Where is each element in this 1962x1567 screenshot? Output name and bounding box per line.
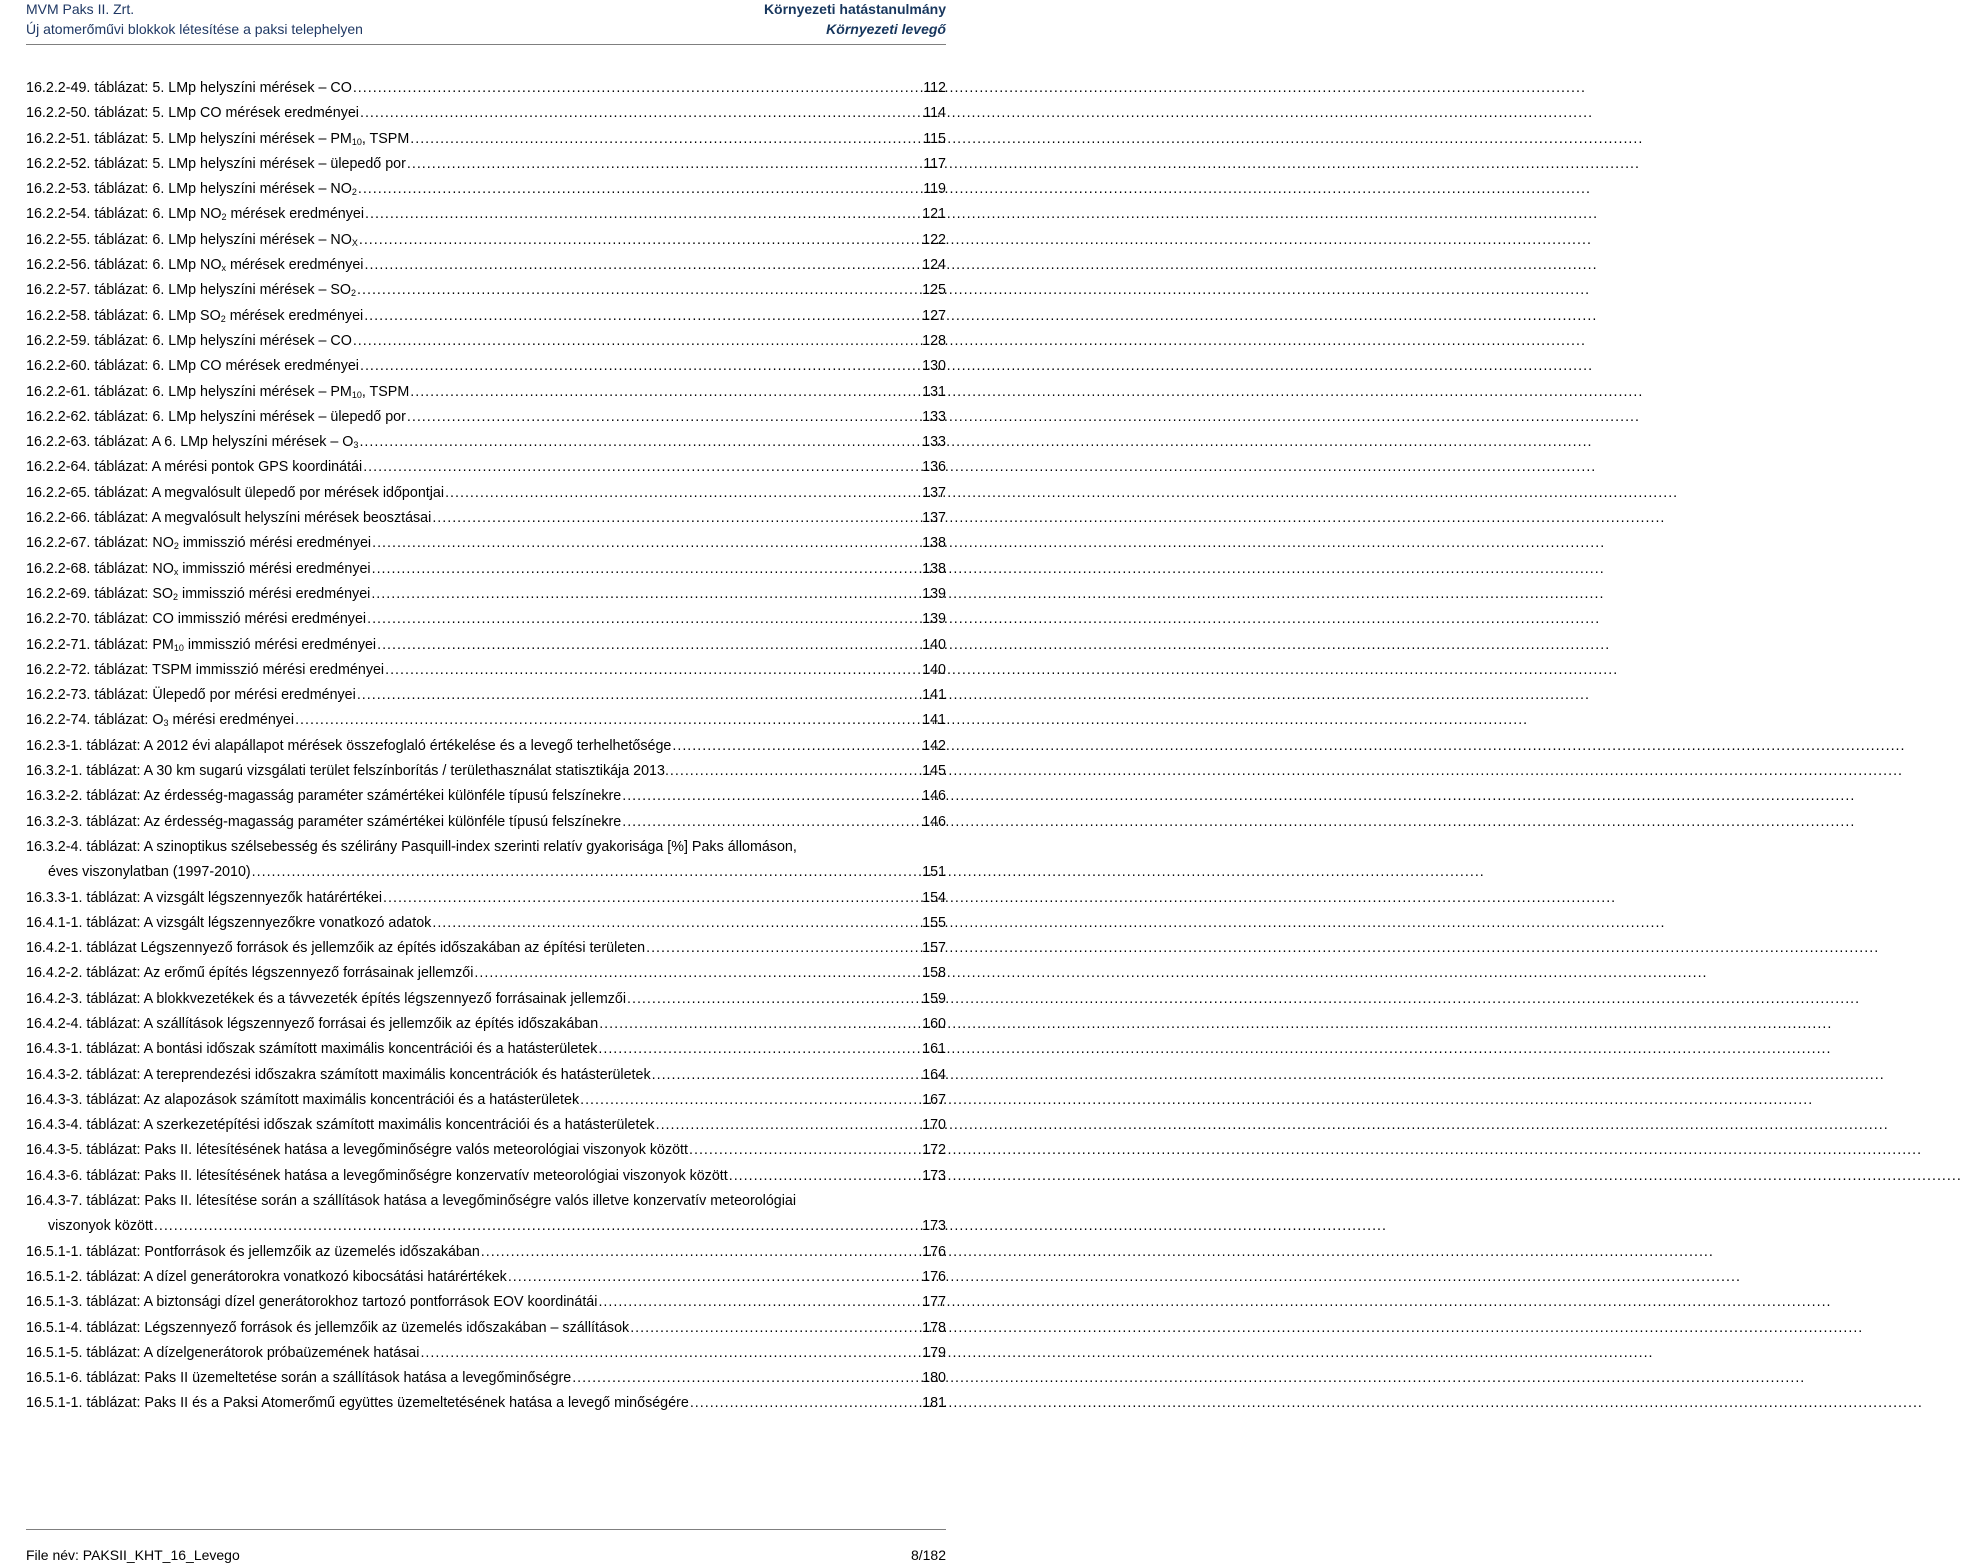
dot-leader: [652, 1063, 922, 1088]
toc-entry-text-suffix: mérések eredményei: [225, 307, 364, 324]
toc-entry-title: [26, 607, 366, 632]
toc-entry-page: 145: [922, 763, 946, 780]
toc-entry-title: [26, 1391, 689, 1416]
toc-entry[interactable]: [26, 708, 946, 733]
toc-entry[interactable]: [26, 101, 946, 126]
toc-entry-continuation: [26, 860, 946, 885]
toc-entry-page: 176: [922, 1243, 946, 1260]
toc-entry-text: 16.4.2-2. táblázat: Az erőmű építés légszennyező forrásainak jellemzői: [26, 965, 474, 982]
toc-entry-text: 16.2.2-52. táblázat: 5. LMp helyszíni mérések – ülepedő por: [26, 155, 406, 172]
toc-entry[interactable]: [26, 278, 946, 303]
toc-entry-title: [26, 278, 356, 303]
dot-leader: [295, 708, 921, 733]
toc-entry-title: [26, 759, 669, 784]
document-type: Környezeti hatástanulmány: [763, 1, 946, 17]
dot-leader: [364, 253, 921, 278]
toc-entry-text: 16.2.2-64. táblázat: A mérési pontok GPS koordinátái: [26, 459, 363, 476]
toc-entry-page: 177: [922, 1294, 946, 1311]
toc-entry[interactable]: [26, 1240, 946, 1265]
toc-entry-page: 138: [922, 560, 946, 577]
toc-entry[interactable]: [26, 987, 946, 1012]
toc-entry[interactable]: [26, 734, 946, 759]
toc-entry-page: 137: [922, 484, 946, 501]
toc-entry-text: 16.3.2-3. táblázat: Az érdesség-magasság paraméter számértékei különféle típusú felszínekre: [26, 813, 622, 830]
toc-entry-title: [26, 455, 362, 480]
toc-entry[interactable]: [26, 633, 946, 658]
toc-entry-page: 157: [922, 940, 946, 957]
toc-entry-text: 16.2.2-49. táblázat: 5. LMp helyszíni mérések – CO: [26, 80, 352, 96]
toc-entry-text: 16.2.2-50. táblázat: 5. LMp CO mérések eredményei: [26, 105, 359, 122]
toc-entry-title: [26, 1063, 651, 1088]
toc-entry-title: [26, 202, 364, 227]
dot-leader: [407, 405, 921, 430]
toc-entry-subscript: x: [221, 263, 227, 274]
toc-entry-subscript: x: [173, 566, 179, 577]
toc-entry-title: [26, 810, 621, 835]
toc-entry[interactable]: [26, 1391, 946, 1416]
toc-entry[interactable]: [26, 152, 946, 177]
toc-entry-page: 133: [922, 408, 946, 425]
toc-entry-title: [26, 1012, 598, 1037]
toc-entry[interactable]: [26, 1366, 946, 1391]
toc-entry-title: [26, 228, 358, 253]
toc-entry-text: 16.2.2-65. táblázat: A megvalósult ülepedő por mérések időpontjai: [26, 484, 445, 501]
toc-entry-title: [26, 1316, 629, 1341]
toc-entry[interactable]: [26, 1265, 946, 1290]
toc-entry-page: 141: [922, 712, 946, 729]
toc-entry[interactable]: [26, 961, 946, 986]
dot-leader: [359, 228, 921, 253]
toc-entry-page: 131: [922, 383, 946, 400]
toc-entry-page: 172: [922, 1142, 946, 1159]
toc-entry-page: 140: [922, 661, 946, 678]
toc-entry-text-suffix: immisszió mérési eredményei: [178, 585, 371, 602]
toc-entry-subscript: 10: [351, 136, 362, 147]
toc-entry-title: [26, 633, 376, 658]
toc-entry-title: [26, 557, 371, 582]
toc-entry-text-suffix: , TSPM: [361, 383, 410, 400]
toc-entry[interactable]: [26, 1164, 946, 1189]
dot-leader: [432, 506, 921, 531]
toc-entry-text: 16.2.2-56. táblázat: 6. LMp NO: [26, 257, 222, 274]
toc-entry-page: 114: [923, 105, 946, 122]
toc-entry-text: 16.5.1-1. táblázat: Pontforrások és jellemzőik az üzemelés időszakában: [26, 1243, 480, 1260]
toc-entry-subscript: 2: [173, 541, 179, 552]
toc-entry-title: [26, 152, 406, 177]
toc-entry-page: 121: [922, 206, 946, 223]
toc-entry-title: [26, 1240, 480, 1265]
toc-entry-text: 16.2.2-57. táblázat: 6. LMp helyszíni mérések – SO: [26, 282, 352, 299]
dot-leader: [672, 734, 921, 759]
toc-entry-subscript: 2: [351, 187, 357, 198]
toc-entry-text: 16.2.2-72. táblázat: TSPM immisszió mérési eredményei: [26, 661, 385, 678]
toc-entry-text: 16.4.3-4. táblázat: A szerkezetépítési időszak számított maximális koncentrációi és a hatásterületek: [26, 1117, 655, 1134]
toc-entry-text: 16.2.2-55. táblázat: 6. LMp helyszíni mérések – NO: [26, 231, 352, 248]
toc-entry-title: [26, 481, 444, 506]
toc-entry[interactable]: [26, 886, 946, 911]
dot-leader: [383, 886, 921, 911]
dot-leader: [598, 1290, 921, 1315]
toc-entry-text: 16.2.2-53. táblázat: 6. LMp helyszíni mérések – NO: [26, 181, 352, 198]
toc-entry-text: 16.5.1-6. táblázat: Paks II üzemeltetése során a szállítások hatása a levegőminőségre: [26, 1370, 572, 1387]
toc-entry-text: 16.3.2-2. táblázat: Az érdesség-magasság paraméter számértékei különféle típusú felszínekre: [26, 788, 622, 805]
toc-entry-text: 16.4.2-3. táblázat: A blokkvezetékek és a távvezeték építés légszennyező forrásainak jellemzői: [26, 990, 627, 1007]
dot-leader: [357, 278, 921, 303]
toc-entry-page: 173: [922, 1167, 946, 1184]
toc-entry-title: [26, 835, 946, 860]
toc-entry[interactable]: [26, 1341, 946, 1366]
toc-entry[interactable]: [26, 683, 946, 708]
toc-entry[interactable]: [26, 455, 946, 480]
toc-entry-title: [26, 76, 352, 101]
toc-entry-page: 124: [922, 257, 946, 274]
toc-entry-title: [26, 1164, 728, 1189]
toc-entry-text: 16.2.2-67. táblázat: NO: [26, 535, 174, 552]
toc-entry-page: 155: [922, 914, 946, 931]
toc-entry[interactable]: [26, 1037, 946, 1062]
dot-leader: [385, 658, 921, 683]
dot-leader: [410, 127, 922, 152]
dot-leader: [353, 329, 921, 354]
toc-entry[interactable]: [26, 1063, 946, 1088]
toc-entry[interactable]: [26, 329, 946, 354]
dot-leader: [377, 633, 921, 658]
dot-leader: [729, 1164, 921, 1189]
toc-entry-title: [26, 658, 384, 683]
toc-entry[interactable]: [26, 430, 946, 455]
toc-entry[interactable]: [26, 1088, 946, 1113]
toc-entry-subscript: 3: [163, 718, 169, 729]
toc-entry-title: [26, 911, 431, 936]
toc-entry[interactable]: [26, 76, 946, 101]
toc-entry-page: 112: [923, 80, 946, 96]
toc-entry[interactable]: [26, 911, 946, 936]
toc-entry-title: [26, 784, 621, 809]
dot-leader: [364, 304, 921, 329]
dot-leader: [580, 1088, 921, 1113]
dot-leader: [154, 1214, 921, 1239]
toc-entry-title: [26, 405, 406, 430]
toc-entry[interactable]: [26, 936, 946, 961]
toc-entry-text: 16.4.3-5. táblázat: Paks II. létesítésének hatása a levegőminőségre valós meteorológiai viszonyok között: [26, 1142, 688, 1159]
toc-entry-title: [26, 380, 409, 405]
toc-entry-text: 16.2.2-71. táblázat: PM: [26, 636, 174, 653]
toc-entry-text: 16.5.1-2. táblázat: A dízel generátorokra vonatkozó kibocsátási határértékek: [26, 1268, 507, 1285]
dot-leader: [407, 152, 922, 177]
dot-leader: [432, 911, 921, 936]
toc-entry-page: 161: [922, 1041, 946, 1058]
dot-leader: [360, 101, 922, 126]
toc-entry-text: 16.2.3-1. táblázat: A 2012 évi alapállapot mérések összefoglaló értékelése és a levegő terhelhetősége: [26, 737, 672, 754]
toc-entry[interactable]: [26, 1113, 946, 1138]
dot-leader: [599, 1012, 921, 1037]
toc-entry-title: [26, 1189, 946, 1214]
toc-entry-text: 16.4.2-4. táblázat: A szállítások légszennyező forrásai és jellemzőik az építés időszakában: [26, 1015, 599, 1032]
toc-entry-page: 127: [922, 307, 946, 324]
dot-leader: [360, 354, 921, 379]
toc-entry-page: 140: [922, 636, 946, 653]
dot-leader: [372, 557, 922, 582]
toc-entry-title: [26, 253, 363, 278]
toc-entry-page: 133: [922, 434, 946, 451]
toc-entry-page: 142: [922, 737, 946, 754]
toc-entry[interactable]: [26, 658, 946, 683]
toc-entry-page: 178: [922, 1319, 946, 1336]
toc-entry-text: 16.5.1-3. táblázat: A biztonsági dízel generátorokhoz tartozó pontforrások EOV koordinátái: [26, 1294, 598, 1311]
dot-leader: [359, 430, 921, 455]
toc-entry-page: 117: [923, 155, 946, 172]
toc-entry-text-suffix: immisszió mérési eredményei: [183, 636, 377, 653]
toc-entry-page: 159: [922, 990, 946, 1007]
toc-entry-title: [26, 1265, 507, 1290]
toc-entry[interactable]: [26, 405, 946, 430]
dot-leader: [410, 380, 921, 405]
toc-entry-page: 125: [922, 282, 946, 299]
section-title: Környezeti levegő: [826, 21, 946, 37]
toc-entry-continuation: [26, 1214, 946, 1239]
dot-leader: [371, 582, 921, 607]
toc-entry[interactable]: [26, 253, 946, 278]
toc-entry-page: 139: [922, 585, 946, 602]
toc-entry-text: 16.2.2-68. táblázat: NO: [26, 560, 174, 577]
toc-entry-text: 16.2.2-51. táblázat: 5. LMp helyszíni mérések – PM: [26, 130, 352, 147]
toc-entry[interactable]: [26, 202, 946, 227]
toc-entry-text: 16.5.1-1. táblázat: Paks II és a Paksi Atomerőmű együttes üzemeltetésének hatása a levegő minőségére: [26, 1395, 689, 1412]
toc-entry[interactable]: [26, 380, 946, 405]
dot-leader: [670, 759, 921, 784]
dot-leader: [598, 1037, 921, 1062]
toc-entry-page: 158: [922, 965, 946, 982]
toc-entry-page: 173: [922, 1218, 946, 1235]
toc-entry-text: 16.2.2-66. táblázat: A megvalósult helyszíni mérések beosztásai: [26, 510, 432, 527]
toc-entry-page: 160: [922, 1015, 946, 1032]
dot-leader: [656, 1113, 922, 1138]
dot-leader: [627, 987, 921, 1012]
toc-entry-title: [26, 1290, 597, 1315]
toc-entry[interactable]: [26, 127, 946, 152]
toc-entry-subscript: 2: [221, 212, 227, 223]
dot-leader: [622, 784, 921, 809]
toc-entry-text-suffix: , TSPM: [361, 130, 410, 147]
dot-leader: [689, 1138, 921, 1163]
toc-entry-page: 179: [922, 1344, 946, 1361]
dot-leader: [367, 607, 921, 632]
toc-entry-text: 16.4.3-1. táblázat: A bontási időszak számított maximális koncentrációi és a hatásterületek: [26, 1041, 598, 1058]
dot-leader: [572, 1366, 921, 1391]
toc-entry-title: [26, 582, 370, 607]
page-footer: [26, 1529, 946, 1567]
toc-entry-page: 122: [922, 231, 946, 248]
toc-entry-text: 16.2.2-74. táblázat: O: [26, 712, 164, 729]
toc-entry-subscript: X: [351, 237, 358, 248]
toc-entry-title: [26, 1088, 579, 1113]
toc-entry-title: [26, 329, 352, 354]
toc-entry-title: [26, 936, 645, 961]
toc-entry-text: 16.2.2-59. táblázat: 6. LMp helyszíni mérések – CO: [26, 332, 352, 349]
toc-entry-page: 146: [922, 813, 946, 830]
toc-entry-title: [26, 1113, 655, 1138]
toc-entry[interactable]: [26, 1189, 946, 1240]
toc-entry[interactable]: [26, 784, 946, 809]
toc-entry-page: 181: [922, 1395, 946, 1412]
toc-entry-text: 16.2.2-63. táblázat: A 6. LMp helyszíni mérések – O: [26, 434, 354, 451]
toc-entry-text: 16.4.3-2. táblázat: A tereprendezési időszakra számított maximális koncentrációk és hatásterületek: [26, 1066, 651, 1083]
toc-entry-text: 16.2.2-60. táblázat: 6. LMp CO mérések eredményei: [26, 358, 359, 375]
toc-entry-page: 176: [922, 1268, 946, 1285]
toc-entry-title: [26, 1366, 571, 1391]
toc-entry-text: 16.2.2-73. táblázat: Ülepedő por mérési eredményei: [26, 687, 356, 704]
toc-entry-title: [26, 127, 409, 152]
toc-entry-title: [26, 886, 382, 911]
toc-entry-page: 136: [922, 459, 946, 476]
toc-entry-page: 139: [922, 611, 946, 628]
toc-entry-continuation-text: viszonyok között: [48, 1218, 153, 1235]
toc-entry[interactable]: [26, 354, 946, 379]
toc-entry-page: 130: [922, 358, 946, 375]
toc-entry-title: [26, 683, 356, 708]
toc-entry-title: [26, 177, 357, 202]
dot-leader: [358, 177, 922, 202]
toc-entry-text: 16.3.2-4. táblázat: A szinoptikus szélsebesség és szélirány Pasquill-index szerinti relatív gyakorisága [%] Paks állomáson,: [26, 838, 797, 855]
toc-entry[interactable]: [26, 835, 946, 886]
toc-entry-text: 16.4.3-6. táblázat: Paks II. létesítésének hatása a levegőminőségre konzervatív meteorológiai viszonyok között: [26, 1167, 728, 1184]
toc-entry[interactable]: [26, 177, 946, 202]
toc-entry-title: [26, 1341, 419, 1366]
toc-entry-title: [26, 987, 626, 1012]
toc-entry-text: 16.5.1-5. táblázat: A dízelgenerátorok próbaüzemének hatásai: [26, 1344, 420, 1361]
toc-entry-subscript: 10: [351, 389, 362, 400]
toc-entry-page: 137: [922, 510, 946, 527]
toc-entry[interactable]: [26, 531, 946, 556]
file-name: File név: PAKSII_KHT_16_Levego: [26, 1547, 240, 1563]
toc-entry-text-suffix: mérési eredményei: [168, 712, 295, 729]
toc-entry-page: 167: [922, 1091, 946, 1108]
toc-entry-text: 16.4.1-1. táblázat: A vizsgált légszennyezőkre vonatkozó adatok: [26, 914, 432, 931]
toc-entry-continuation-text: éves viszonylatban (1997-2010): [48, 864, 251, 881]
toc-entry-subscript: 2: [220, 313, 226, 324]
dot-leader: [646, 936, 921, 961]
toc-entry-subscript: 10: [173, 642, 184, 653]
toc-entry-title: [26, 354, 359, 379]
toc-entry-page: 151: [922, 864, 946, 881]
dot-leader: [372, 531, 921, 556]
toc-entry[interactable]: [26, 1012, 946, 1037]
toc-entry-text: 16.2.2-69. táblázat: SO: [26, 585, 174, 602]
toc-entry[interactable]: [26, 759, 946, 784]
toc-entry-page: 119: [923, 181, 946, 198]
toc-entry[interactable]: [26, 228, 946, 253]
toc-entry-title: [26, 734, 671, 759]
toc-entry-page: 146: [922, 788, 946, 805]
dot-leader: [252, 860, 921, 885]
dot-leader: [365, 202, 921, 227]
toc-entry-text-suffix: immisszió mérési eredményei: [178, 535, 372, 552]
dot-leader: [353, 76, 922, 101]
dot-leader: [622, 810, 921, 835]
dot-leader: [508, 1265, 921, 1290]
dot-leader: [474, 961, 921, 986]
toc-entry-title: [26, 961, 473, 986]
toc-entry-title: [26, 531, 371, 556]
toc-entry-text: 16.2.2-62. táblázat: 6. LMp helyszíni mérések – ülepedő por: [26, 408, 406, 425]
toc-entry-subscript: 2: [351, 288, 357, 299]
toc-entry-page: 141: [922, 687, 946, 704]
toc-entry-subscript: 3: [353, 440, 359, 451]
toc-entry[interactable]: [26, 481, 946, 506]
company-name: MVM Paks II. Zrt.: [26, 1, 135, 17]
toc-entry-text-suffix: mérések eredményei: [226, 206, 364, 223]
dot-leader: [481, 1240, 921, 1265]
toc-entry[interactable]: [26, 1316, 946, 1341]
toc-entry-title: [26, 304, 363, 329]
toc-entry-text-suffix: immisszió mérési eredményei: [178, 560, 371, 577]
dot-leader: [445, 481, 921, 506]
toc-entry[interactable]: [26, 506, 946, 531]
toc-entry[interactable]: [26, 810, 946, 835]
toc-entry-text-suffix: mérések eredményei: [226, 257, 364, 274]
toc-entry-text: 16.2.2-61. táblázat: 6. LMp helyszíni mérések – PM: [26, 383, 352, 400]
toc-entry[interactable]: [26, 1138, 946, 1163]
toc-entry-text: 16.4.2-1. táblázat Légszennyező források és jellemzőik az építés időszakában az építési területen: [26, 940, 646, 957]
toc-entry-page: 115: [923, 130, 946, 147]
toc-entry-title: [26, 430, 358, 455]
toc-entry-text: 16.3.3-1. táblázat: A vizsgált légszennyezők határértékei: [26, 889, 383, 906]
toc-entry-page: 138: [922, 535, 946, 552]
page-header: [26, 0, 946, 45]
toc-entry-text: 16.2.2-70. táblázat: CO immisszió mérési eredményei: [26, 611, 367, 628]
dot-leader: [363, 455, 921, 480]
toc-entry-page: 180: [922, 1370, 946, 1387]
page-number: 8/182: [910, 1547, 946, 1563]
toc-entry-title: [26, 708, 294, 733]
dot-leader: [630, 1316, 921, 1341]
toc-entry-page: 128: [922, 332, 946, 349]
toc-entry-text: 16.4.3-7. táblázat: Paks II. létesítése során a szállítások hatása a levegőminőségre valós illetve konzervatív meteorológiai: [26, 1193, 797, 1210]
toc-entry-title: [26, 101, 359, 126]
dot-leader: [690, 1391, 921, 1416]
table-of-tables: [26, 76, 946, 1417]
toc-entry-title: [26, 506, 431, 531]
toc-entry-title: [26, 1037, 597, 1062]
toc-entry-text: 16.3.2-1. táblázat: A 30 km sugarú vizsgálati terület felszínborítás / területhasználat statisztikája 2013.: [26, 763, 669, 780]
dot-leader: [420, 1341, 921, 1366]
toc-entry[interactable]: [26, 557, 946, 582]
toc-entry-subscript: 2: [173, 591, 179, 602]
dot-leader: [357, 683, 921, 708]
toc-entry-text: 16.4.3-3. táblázat: Az alapozások számított maximális koncentrációi és a hatásterületek: [26, 1091, 580, 1108]
toc-entry-text: 16.2.2-58. táblázat: 6. LMp SO: [26, 307, 221, 324]
toc-entry-page: 170: [922, 1117, 946, 1134]
toc-entry[interactable]: [26, 582, 946, 607]
toc-entry-page: 154: [922, 889, 946, 906]
toc-entry[interactable]: [26, 1290, 946, 1315]
toc-entry-page: 164: [922, 1066, 946, 1083]
toc-entry[interactable]: [26, 607, 946, 632]
toc-entry-text: 16.2.2-54. táblázat: 6. LMp NO: [26, 206, 222, 223]
toc-entry-text: 16.5.1-4. táblázat: Légszennyező források és jellemzőik az üzemelés időszakában – szállítások: [26, 1319, 630, 1336]
toc-entry-title: [26, 1138, 688, 1163]
project-title: Új atomerőművi blokkok létesítése a paksi telephelyen: [26, 21, 363, 37]
toc-entry[interactable]: [26, 304, 946, 329]
